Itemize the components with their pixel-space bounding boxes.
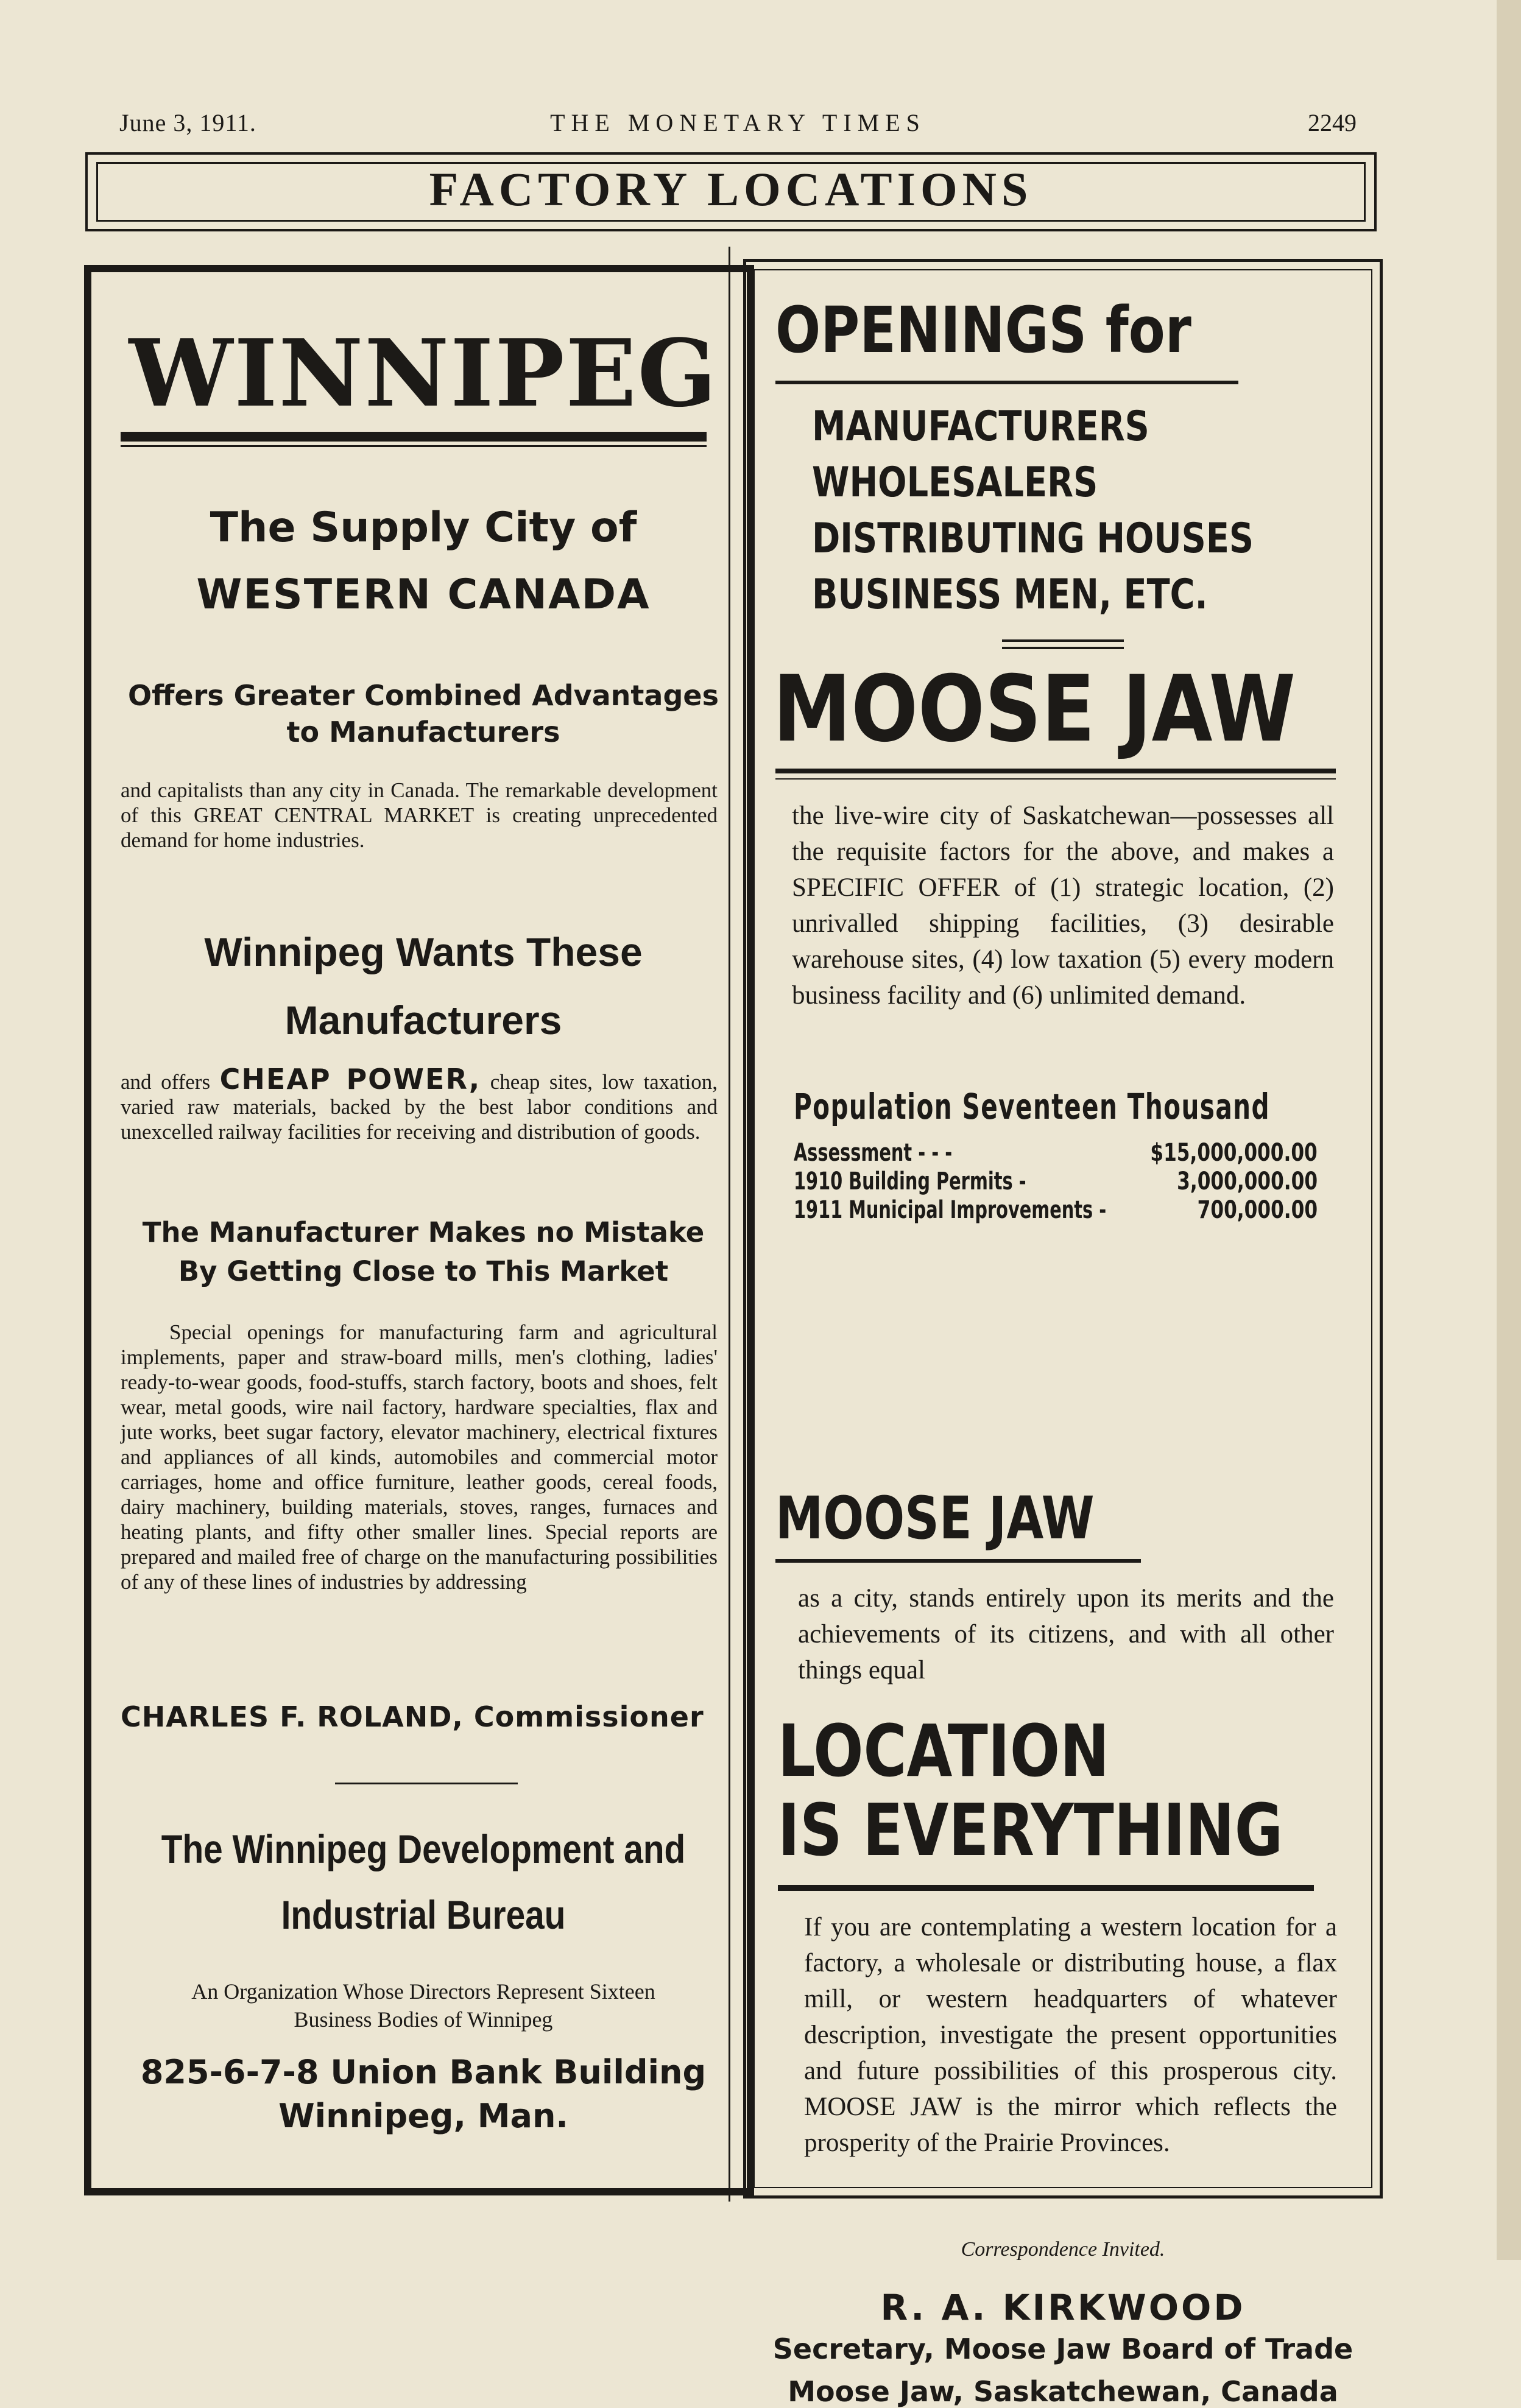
offers-line2: to Manufacturers <box>286 716 560 748</box>
moose-jaw-advertisement <box>743 259 1383 2408</box>
address-line2: Winnipeg, Man. <box>278 2097 568 2135</box>
winnipeg-title: WINNIPEG <box>129 319 718 428</box>
correspondence-note: Correspondence Invited. <box>961 2238 1165 2261</box>
contact-name: R. A. KIRKWOOD <box>880 2287 1246 2328</box>
organization-description <box>116 1977 731 2033</box>
title-thick-rule <box>121 432 707 442</box>
special-openings-paragraph <box>121 1320 718 1594</box>
location-line2: IS EVERYTHING <box>778 1788 1283 1872</box>
live-wire-paragraph: the live-wire city of Saskatchewan—possesses all the requisite factors for the above, and makes a SPECIFIC OFFER of (1) strategic location, (2) unrivalled shipping facilities, (3) desirable warehouse sites, (4) low taxation (5) every modern business facility and (6) unlimited demand. <box>792 801 1334 1010</box>
bureau-heading <box>159 1816 688 1948</box>
org-line2: Business Bodies of Winnipeg <box>294 2007 553 2032</box>
wants-line1: Winnipeg Wants These <box>204 929 643 974</box>
openings-heading: OPENINGS for <box>775 293 1191 367</box>
stat-label: Assessment - - - <box>794 1139 953 1167</box>
location-rule <box>778 1885 1314 1891</box>
supply-city-line2: WESTERN CANADA <box>196 571 651 619</box>
running-header <box>119 108 1357 145</box>
bureau-line1: The Winnipeg Development and <box>161 1826 686 1871</box>
offers-heading <box>116 677 731 750</box>
wants-heading <box>116 918 731 1054</box>
issue-date: June 3, 1911. <box>119 109 256 136</box>
double-rule-top <box>1002 639 1124 642</box>
page-edge <box>1497 0 1521 2260</box>
location-line1: LOCATION <box>778 1709 1110 1793</box>
moose-jaw-subtitle: MOOSE JAW <box>775 1484 1095 1552</box>
journal-title: THE MONETARY TIMES <box>550 109 926 136</box>
bureau-line2: Industrial Bureau <box>281 1892 566 1937</box>
section-title: FACTORY LOCATIONS <box>429 163 1033 216</box>
divider-rule <box>335 1783 518 1784</box>
audience-list <box>812 399 1262 623</box>
merits-paragraph: as a city, stands entirely upon its merits and the achievements of its citizens, and with all other things equal <box>798 1584 1334 1685</box>
stat-label: 1910 Building Permits - <box>794 1167 1026 1195</box>
population-heading: Population Seventeen Thousand <box>794 1086 1270 1127</box>
stat-row <box>794 1139 1330 1167</box>
moose-jaw-title: MOOSE JAW <box>773 657 1296 762</box>
advantages-paragraph: and capitalists than any city in Canada. The remarkable development of this GREAT CENTRAL MARKET is creating unprecedented demand for home industries. <box>121 778 718 852</box>
supply-city-line1: The Supply City of <box>210 504 637 552</box>
contact-place: Moose Jaw, Saskatchewan, Canada <box>788 2375 1338 2408</box>
mistake-line2: By Getting Close to This Market <box>178 1255 669 1287</box>
special-openings-text: Special openings for manufacturing farm and agricultural implements, paper and straw-board mills, men's clothing, ladies' ready-to-wear goods, food-stuffs, starch factory, boots and shoes, felt wear, metal goods, wire nail factory, hardware specialties, flax and jute works, beet sugar factory, elevator machinery, electrical fixtures and appliances of all kinds, automobiles and commercial motor carriages, home and office furniture, leather goods, cereal foods, dairy machinery, building materials, stoves, ranges, furnaces and heating plants, and fifty other smaller lines. Special reports are prepared and mailed free of charge on the manufacturing possibilities of any of these lines of industries by addressing <box>121 1320 718 1594</box>
mistake-line1: The Manufacturer Makes no Mistake <box>142 1216 705 1248</box>
title-rule <box>775 769 1336 773</box>
audience-item: DISTRIBUTING HOUSES <box>812 515 1254 563</box>
audience-item: MANUFACTURERS <box>812 403 1149 451</box>
winnipeg-advertisement <box>84 265 754 2195</box>
openings-rule <box>775 381 1238 384</box>
double-rule-bottom <box>1002 647 1124 649</box>
cheap-power-paragraph <box>121 1063 718 1144</box>
wants-line2: Manufacturers <box>284 998 562 1043</box>
section-banner <box>85 152 1377 231</box>
org-line1: An Organization Whose Directors Represent Sixteen <box>191 1979 655 2004</box>
commissioner-name: CHARLES F. ROLAND, Commissioner <box>121 1700 704 1733</box>
paragraph-rest: cheap sites, low taxation, varied raw materials, backed by the best labor conditions and unexcelled railway facilities for receiving and distribution of goods. <box>121 1070 718 1144</box>
contemplating-paragraph: If you are contemplating a western location for a factory, a wholesale or distributing house, a flax mill, or western headquarters of whatever description, investigate the present opportunities and future possibilities of this prosperous city. MOOSE JAW is the mirror which reflects the prosperity of the Prairie Provinces. <box>804 1913 1337 2157</box>
page-number: 2249 <box>1308 109 1357 136</box>
cheap-power-emphasis: CHEAP POWER, <box>219 1063 481 1096</box>
stat-row <box>794 1196 1330 1225</box>
subtitle-rule <box>775 1559 1141 1563</box>
stat-value: $15,000,000.00 <box>1150 1139 1318 1167</box>
title-rule-thin <box>775 778 1336 780</box>
paragraph-prefix: and offers <box>121 1070 211 1094</box>
title-thin-rule <box>121 445 707 447</box>
offers-line1: Offers Greater Combined Advantages <box>128 679 719 712</box>
stat-label: 1911 Municipal Improvements - <box>794 1196 1107 1224</box>
location-heading <box>778 1711 1283 1870</box>
bureau-address <box>116 2051 731 2138</box>
contact-title: Secretary, Moose Jaw Board of Trade <box>772 2332 1353 2365</box>
audience-item: WHOLESALERS <box>812 459 1098 507</box>
stat-value: 700,000.00 <box>1197 1196 1318 1224</box>
statistics-table <box>794 1139 1330 1225</box>
audience-item: BUSINESS MEN, ETC. <box>812 571 1208 619</box>
stat-row <box>794 1167 1330 1196</box>
stat-value: 3,000,000.00 <box>1177 1167 1318 1195</box>
mistake-heading <box>116 1213 731 1291</box>
address-line1: 825-6-7-8 Union Bank Building <box>140 2053 707 2091</box>
